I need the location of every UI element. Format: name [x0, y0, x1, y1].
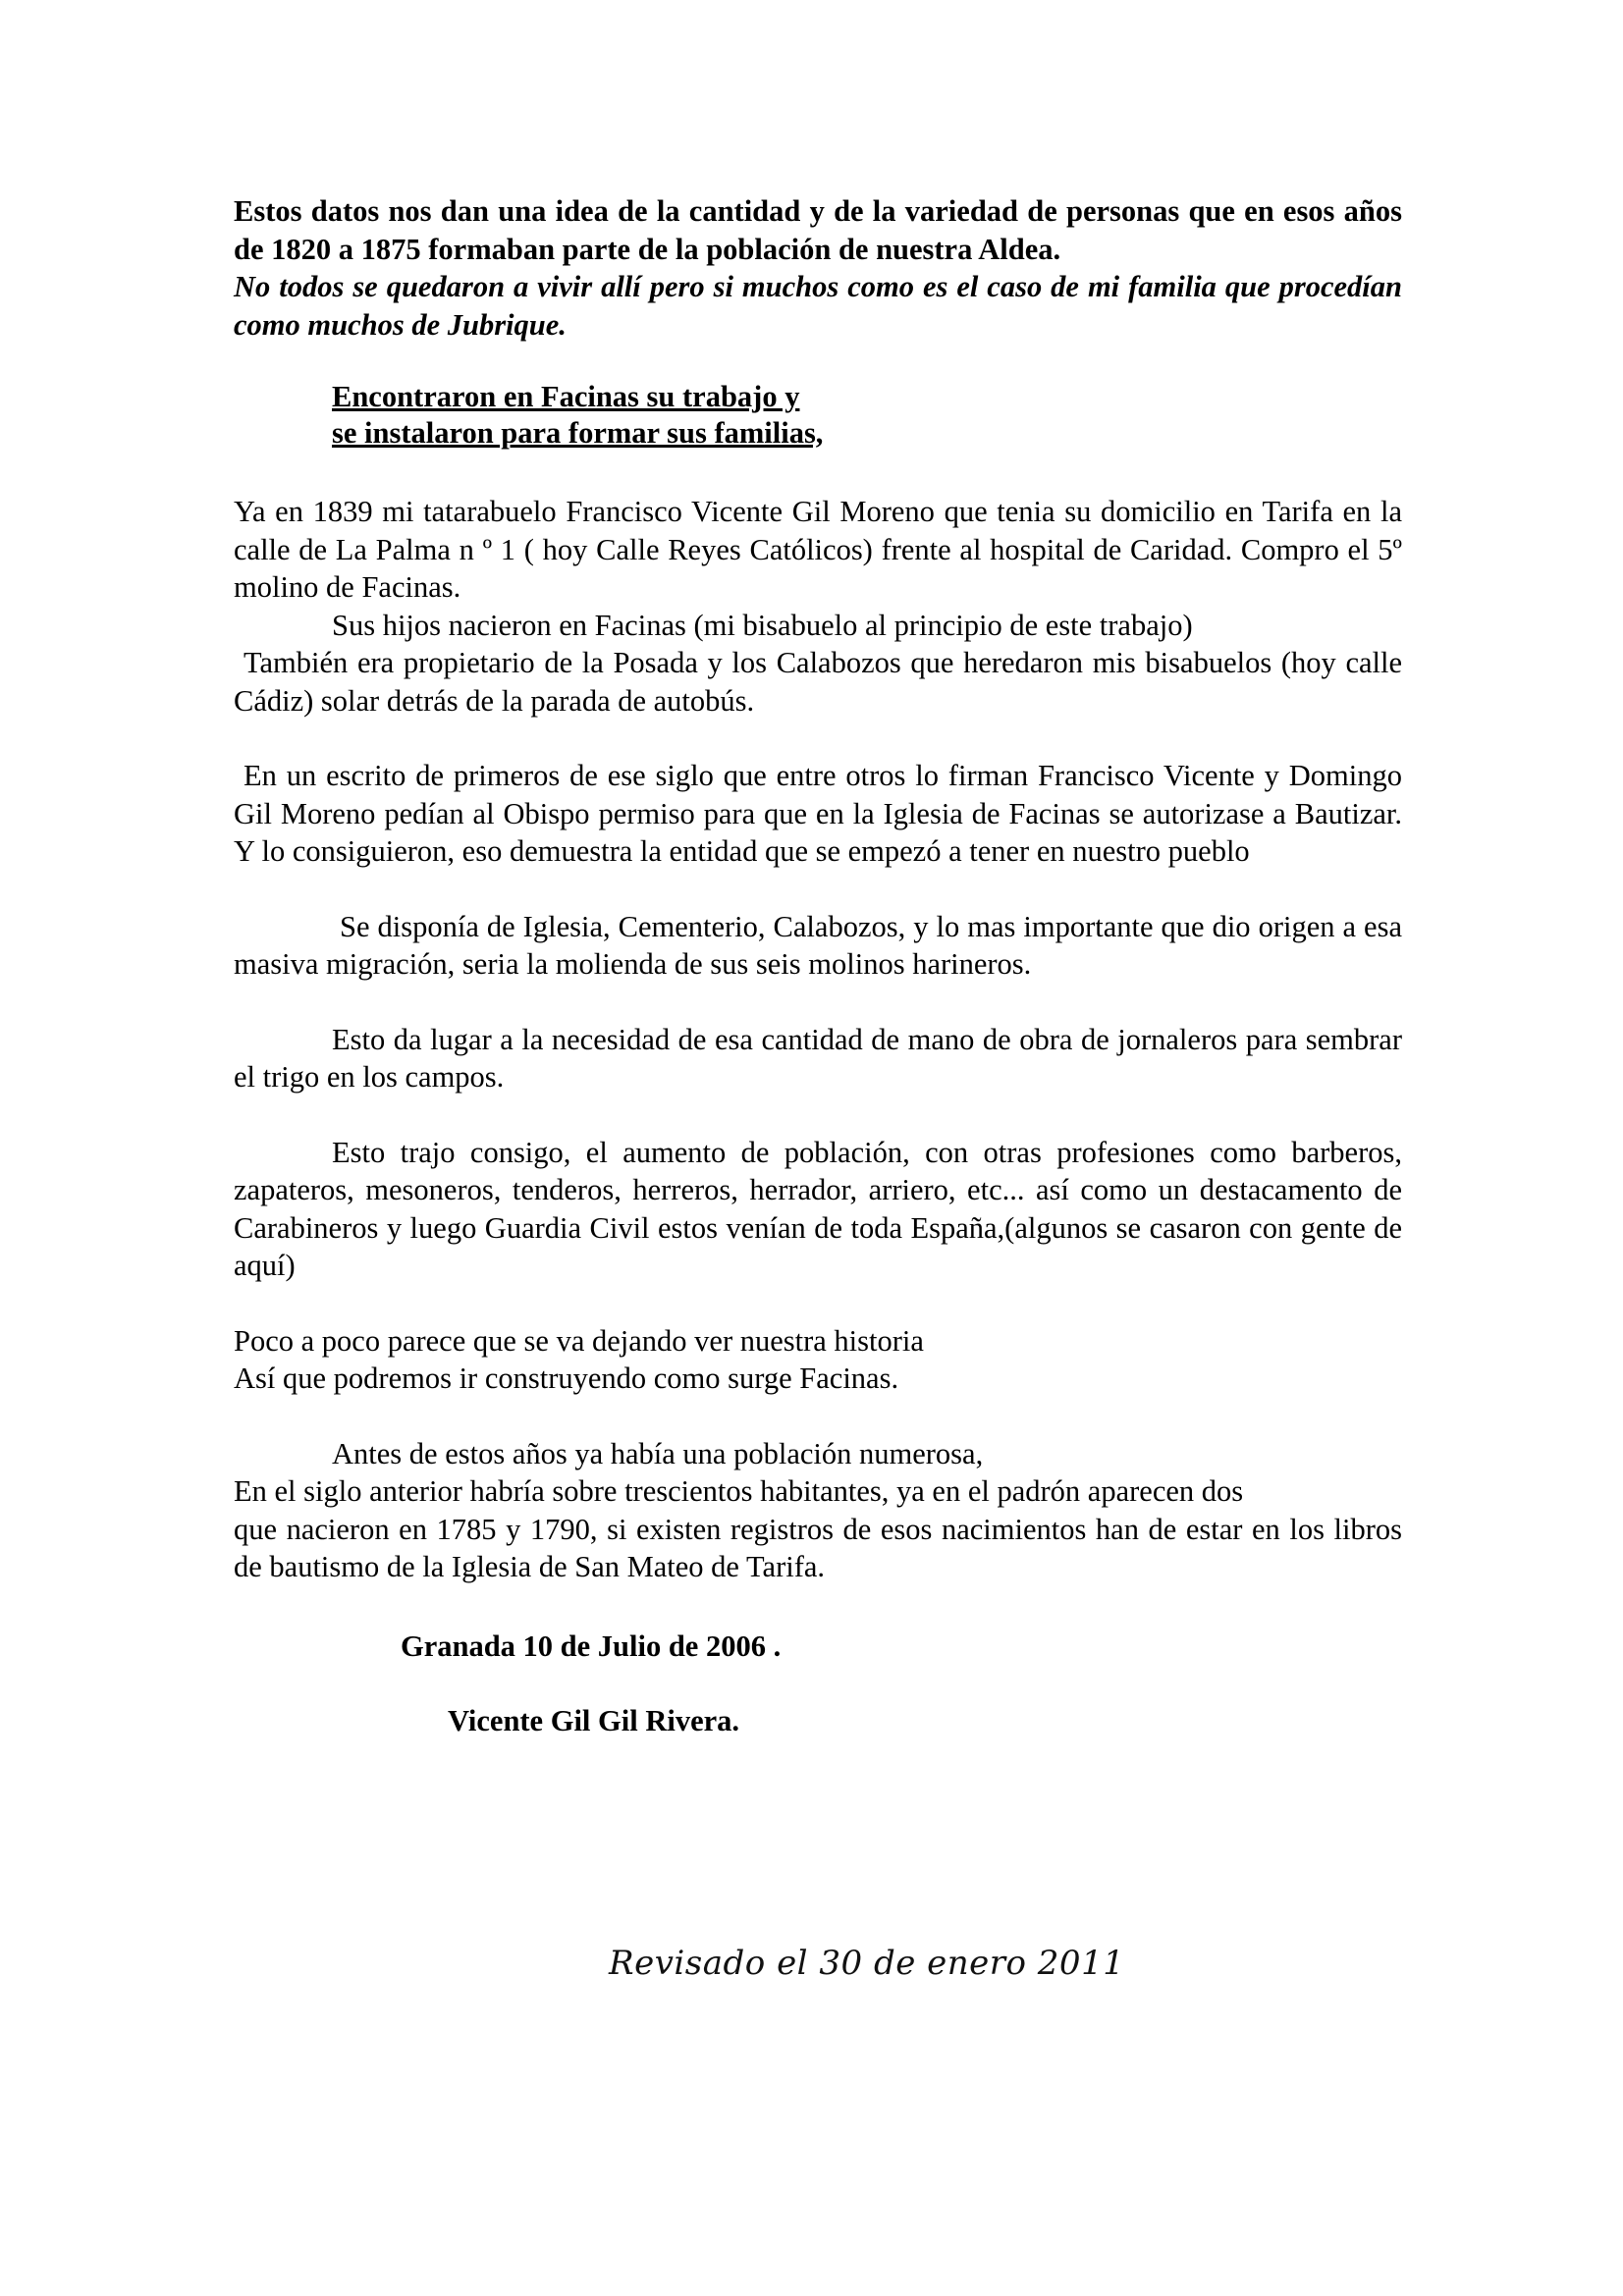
paragraph-4: En un escrito de primeros de ese siglo que entre otros lo firman Francisco Vicente y Domingo Gil Moreno pedían al Obispo permiso para que en la Iglesia de Facinas se autorizase a Bautizar. Y lo consiguieron, eso demuestra la entidad que se empezó a tener en nuestro pueblo — [234, 759, 1402, 868]
paragraph-1: Ya en 1839 mi tatarabuelo Francisco Vicente Gil Moreno que tenia su domicilio en Tarifa en la calle de La Palma n º 1 ( hoy Calle Reyes Católicos) frente al hospital de Caridad. Compro el 5º molino de Facinas. — [234, 495, 1402, 604]
heading-line-2: se instalaron para formar sus familias, — [332, 416, 824, 450]
paragraph-9-line-1: Antes de estos años ya había una población numerosa, — [332, 1436, 984, 1470]
paragraph-2: Sus hijos nacieron en Facinas (mi bisabuelo al principio de este trabajo) — [332, 608, 1193, 642]
paragraph-8-line-2: Así que podremos ir construyendo como surge Facinas. — [234, 1362, 899, 1395]
revision-note: Revisado el 30 de enero 2011 — [609, 1944, 1125, 1983]
paragraph-5: Se disponía de Iglesia, Cementerio, Calabozos, y lo mas importante que dio origen a esa masiva migración, seria la molienda de sus seis molinos harineros. — [234, 909, 1402, 981]
intro-italic-paragraph: No todos se quedaron a vivir allí pero si muchos como es el caso de mi familia que procedían como muchos de Jubrique. — [234, 270, 1402, 342]
signature-date: Granada 10 de Julio de 2006 . — [401, 1629, 782, 1663]
heading-line-1: Encontraron en Facinas su trabajo y — [332, 380, 800, 413]
paragraph-9-line-2: En el siglo anterior habría sobre trescientos habitantes, ya en el padrón aparecen dos — [234, 1474, 1244, 1508]
paragraph-8 — [234, 1322, 1402, 1398]
paragraph-8-line-1: Poco a poco parece que se va dejando ver nuestra historia — [234, 1323, 924, 1358]
paragraph-6: Esto da lugar a la necesidad de esa cantidad de mano de obra de jornaleros para sembrar el trigo en los campos. — [234, 1022, 1402, 1094]
signature-name: Vicente Gil Gil Rivera. — [448, 1704, 740, 1737]
section-heading — [332, 379, 1402, 452]
paragraph-9 — [234, 1435, 1402, 1586]
paragraph-7: Esto trajo consigo, el aumento de población, con otras profesiones como barberos, zapateros, mesoneros, tenderos, herreros, herrador, arriero, etc... así como un destacamento de Carabineros y luego Guardia Civil estos venían de toda España,(algunos se casaron con gente de aquí) — [234, 1135, 1402, 1282]
paragraph-3: También era propietario de la Posada y los Calabozos que heredaron mis bisabuelos (hoy calle Cádiz) solar detrás de la parada de autobús. — [234, 646, 1402, 718]
intro-bold-paragraph: Estos datos nos dan una idea de la cantidad y de la variedad de personas que en esos años de 1820 a 1875 formaban parte de la población de nuestra Aldea. — [234, 194, 1402, 266]
paragraph-9-rest: que nacieron en 1785 y 1790, si existen registros de esos nacimientos han de estar en los libros de bautismo de la Iglesia de San Mateo de Tarifa. — [234, 1512, 1402, 1583]
document-body — [234, 192, 1402, 1740]
